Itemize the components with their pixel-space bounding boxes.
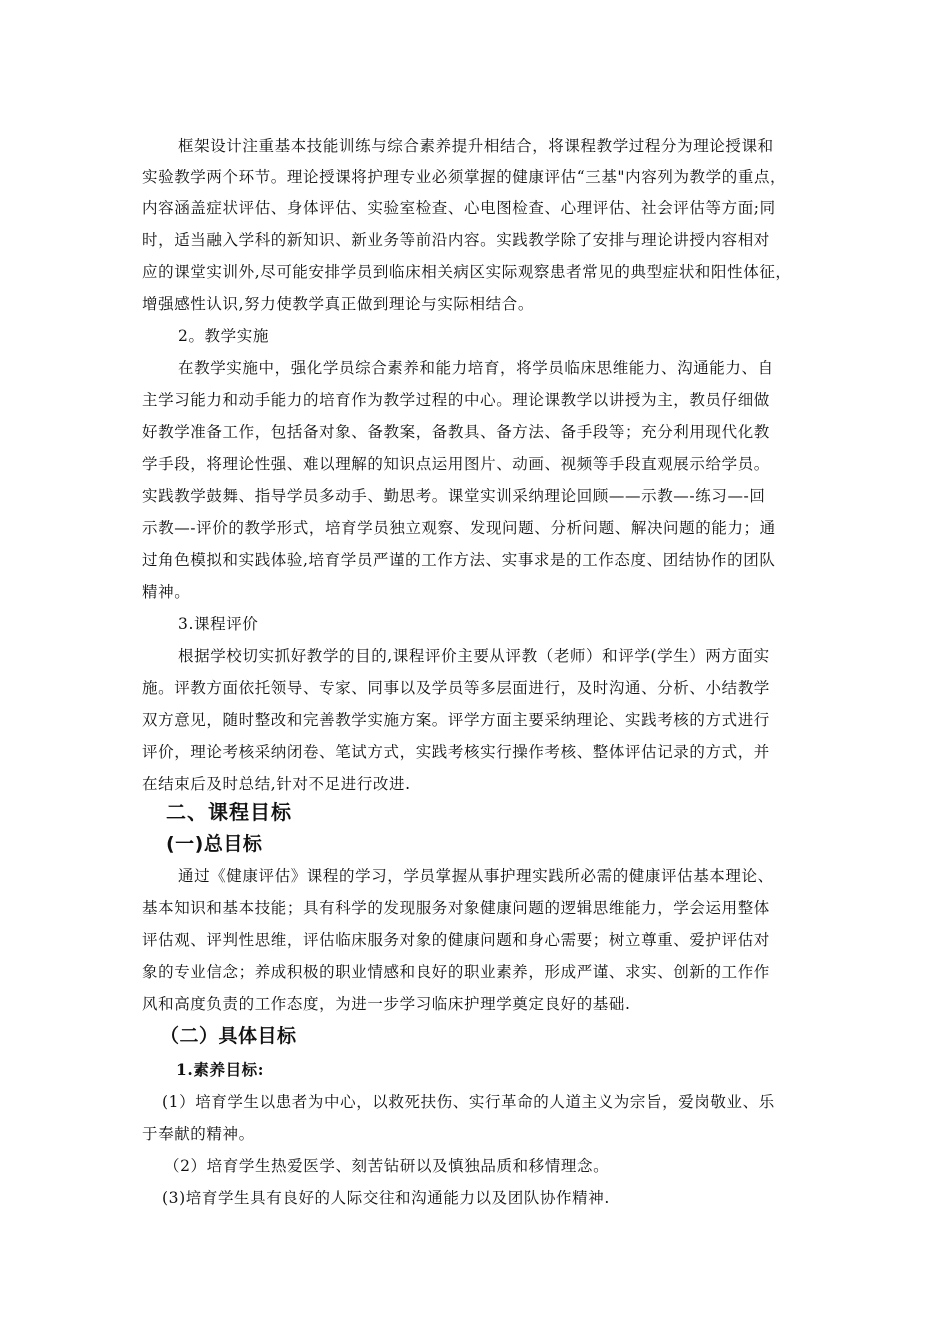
- heading-specific-goals: （二）具体目标: [160, 1025, 297, 1047]
- paragraph-line: 在结束后及时总结,针对不足进行改进.: [142, 775, 411, 793]
- paragraph-line: 学手段，将理论性强、难以理解的知识点运用图片、动画、视频等手段直观展示给学员。: [142, 455, 770, 473]
- paragraph-line: 在教学实施中，强化学员综合素养和能力培育，将学员临床思维能力、沟通能力、自: [178, 359, 774, 377]
- section-title-teaching-implementation: 2。教学实施: [178, 327, 269, 345]
- heading-overall-goal: (一)总目标: [166, 833, 263, 855]
- paragraph-line: 好教学准备工作，包括备对象、备教案，备教具、备方法、备手段等；充分利用现代化教: [142, 423, 770, 441]
- paragraph-line: 时，适当融入学科的新知识、新业务等前沿内容。实践教学除了安排与理论讲授内容相对: [142, 231, 770, 249]
- paragraph-line: 示教—-评价的教学形式，培育学员独立观察、发现问题、分析问题、解决问题的能力；通: [142, 519, 776, 537]
- paragraph-line: 主学习能力和动手能力的培育作为教学过程的中心。理论课教学以讲授为主，教员仔细做: [142, 391, 770, 409]
- goal-line: （2）培育学生热爱医学、刻苦钻研以及慎独品质和移情理念。: [164, 1157, 610, 1175]
- paragraph-line: 实践教学鼓舞、指导学员多动手、勤思考。课堂实训采纳理论回顾——示教—-练习—-回: [142, 487, 766, 505]
- goal-line: (1）培育学生以患者为中心，以救死扶伤、实行革命的人道主义为宗旨，爱岗敬业、乐: [162, 1093, 775, 1111]
- paragraph-line: 过角色模拟和实践体验,培育学员严谨的工作方法、实事求是的工作态度、团结协作的团队: [142, 551, 776, 569]
- paragraph-line: 实验教学两个环节。理论授课将护理专业必须掌握的健康评估“三基"内容列为教学的重点，: [142, 168, 787, 186]
- paragraph-line: 通过《健康评估》课程的学习，学员掌握从事护理实践所必需的健康评估基本理论、: [178, 867, 774, 885]
- paragraph-line: 施。评教方面依托领导、专家、同事以及学员等多层面进行，及时沟通、分析、小结教学: [142, 679, 770, 697]
- goal-line: 于奉献的精神。: [142, 1125, 255, 1143]
- paragraph-line: 精神。: [142, 583, 191, 601]
- paragraph-line: 增强感性认识,努力使教学真正做到理论与实际相结合。: [142, 295, 534, 313]
- paragraph-line: 基本知识和基本技能；具有科学的发现服务对象健康问题的逻辑思维能力，学会运用整体: [142, 899, 770, 917]
- paragraph-line: 应的课堂实训外,尽可能安排学员到临床相关病区实际观察患者常见的典型症状和阳性体征，: [142, 263, 792, 281]
- paragraph-line: 风和高度负责的工作态度，为进一步学习临床护理学奠定良好的基础.: [142, 995, 631, 1013]
- paragraph-line: 象的专业信念；养成积极的职业情感和良好的职业素养，形成严谨、求实、创新的工作作: [142, 963, 770, 981]
- paragraph-line: 内容涵盖症状评估、身体评估、实验室检查、心电图检查、心理评估、社会评估等方面;同: [142, 199, 776, 217]
- paragraph-line: 评价，理论考核采纳闭卷、笔试方式，实践考核实行操作考核、整体评估记录的方式，并: [142, 743, 770, 761]
- section-title-course-evaluation: 3.课程评价: [178, 615, 259, 633]
- item-quality-goals: 1.素养目标:: [176, 1060, 265, 1079]
- paragraph-line: 根据学校切实抓好教学的目的,课程评价主要从评教（老师）和评学(学生）两方面实: [178, 647, 770, 665]
- paragraph-line: 框架设计注重基本技能训练与综合素养提升相结合，将课程教学过程分为理论授课和: [178, 137, 774, 155]
- heading-course-goals: 二、课程目标: [166, 800, 292, 824]
- goal-line: (3)培育学生具有良好的人际交往和沟通能力以及团队协作精神.: [162, 1189, 610, 1207]
- paragraph-line: 双方意见，随时整改和完善教学实施方案。评学方面主要采纳理论、实践考核的方式进行: [142, 711, 770, 729]
- paragraph-line: 评估观、评判性思维，评估临床服务对象的健康问题和身心需要；树立尊重、爱护评估对: [142, 931, 770, 949]
